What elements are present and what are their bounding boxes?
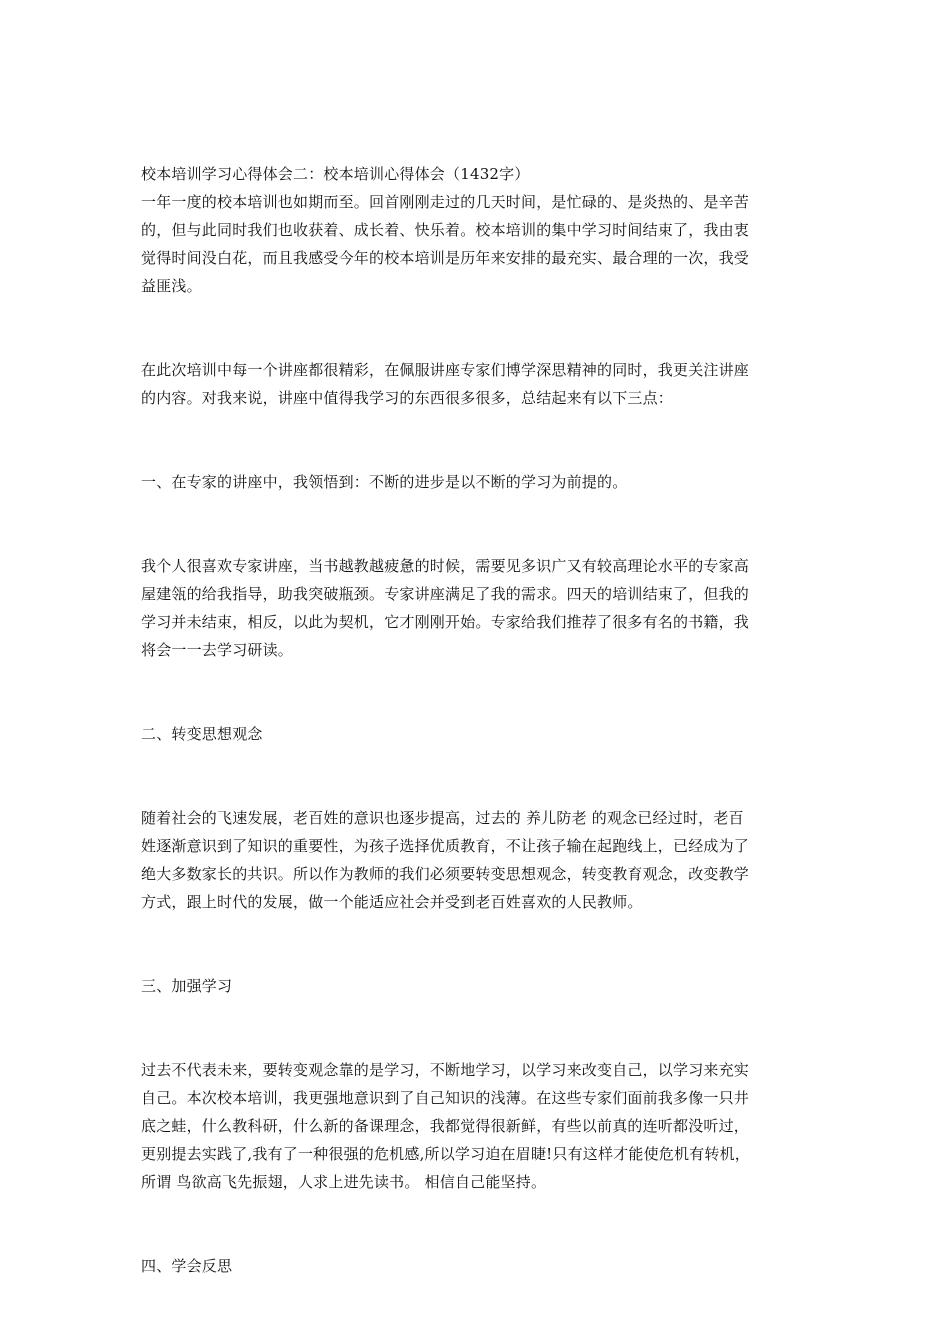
paragraph-line: 屋建瓴的给我指导，助我突破瓶颈。专家讲座满足了我的需求。四天的培训结束了，但我的: [141, 585, 750, 603]
section-heading: 三、加强学习: [141, 977, 233, 995]
paragraph-strengthen-learning: [141, 1056, 817, 1196]
paragraph-line: 觉得时间没白花，而且我感受今年的校本培训是历年来安排的最充实、最合理的一次，我受: [141, 249, 750, 267]
paragraph-gap: [141, 412, 817, 468]
paragraph-line: 学习并未结束，相反，以此为契机，它才刚刚开始。专家给我们推荐了很多有名的书籍，我: [141, 613, 750, 631]
paragraph-gap: [141, 1196, 817, 1252]
paragraph-expert-lectures: [141, 552, 817, 664]
paragraph-gap: [141, 1000, 817, 1056]
section-heading-three: [141, 972, 817, 1000]
paragraph-gap: [141, 916, 817, 972]
paragraph-line: 我个人很喜欢专家讲座，当书越教越疲惫的时候，需要见多识广又有较高理论水平的专家高: [141, 557, 750, 575]
paragraph-gap: [141, 748, 817, 804]
document-page: [141, 160, 817, 1280]
paragraph-gap: [141, 300, 817, 356]
paragraph-line: 自己。本次校本培训，我更强地意识到了自己知识的浅薄。在这些专家们面前我多像一只井: [141, 1089, 750, 1107]
paragraph-line: 过去不代表未来，要转变观念靠的是学习，不断地学习，以学习来改变自己，以学习来充实: [141, 1061, 750, 1079]
paragraph-line: 的内容。对我来说，讲座中值得我学习的东西很多很多，总结起来有以下三点：: [141, 389, 674, 407]
section-heading: 一、在专家的讲座中，我领悟到：不断的进步是以不断的学习为前提的。: [141, 473, 628, 491]
section-heading: 二、转变思想观念: [141, 725, 263, 743]
paragraph-line: 随着社会的飞速发展，老百姓的意识也逐步提高，过去的 养儿防老 的观念已经过时，老百: [141, 809, 744, 827]
paragraph-line: 所谓 鸟欲高飞先振翅，人求上进先读书。 相信自己能坚持。: [141, 1173, 547, 1191]
paragraph-line: 在此次培训中每一个讲座都很精彩，在佩服讲座专家们博学深思精神的同时，我更关注讲座: [141, 361, 750, 379]
section-heading-one: [141, 468, 817, 496]
paragraph-gap: [141, 664, 817, 720]
paragraph-gap: [141, 496, 817, 552]
paragraph-change-thinking: [141, 804, 817, 916]
paragraph-line: 一年一度的校本培训也如期而至。回首刚刚走过的几天时间，是忙碌的、是炎热的、是辛苦: [141, 193, 750, 211]
paragraph-line: 绝大多数家长的共识。所以作为教师的我们必须要转变思想观念，转变教育观念，改变教学: [141, 865, 750, 883]
paragraph-line: 姓逐渐意识到了知识的重要性，为孩子选择优质教育，不让孩子输在起跑线上，已经成为了: [141, 837, 750, 855]
paragraph-line: 益匪浅。: [141, 277, 202, 295]
document-title: 校本培训学习心得体会二：校本培训心得体会（1432字）: [141, 165, 530, 183]
paragraph-line: 将会一一去学习研读。: [141, 641, 294, 659]
section-heading-two: [141, 720, 817, 748]
paragraph-line: 底之蛙，什么教科研，什么新的备课理念，我都觉得很新鲜，有些以前真的连听都没听过，: [141, 1117, 750, 1135]
paragraph-lectures: [141, 356, 817, 412]
section-heading-four: [141, 1252, 817, 1280]
section-heading: 四、学会反思: [141, 1257, 233, 1275]
paragraph-line: 的，但与此同时我们也收获着、成长着、快乐着。校本培训的集中学习时间结束了，我由衷: [141, 221, 750, 239]
paragraph-line: 方式，跟上时代的发展，做一个能适应社会并受到老百姓喜欢的人民教师。: [141, 893, 643, 911]
paragraph-line: 更别提去实践了,我有了一种很强的危机感,所以学习迫在眉睫!只有这样才能使危机有转机，: [141, 1145, 750, 1163]
paragraph-intro: [141, 188, 817, 300]
